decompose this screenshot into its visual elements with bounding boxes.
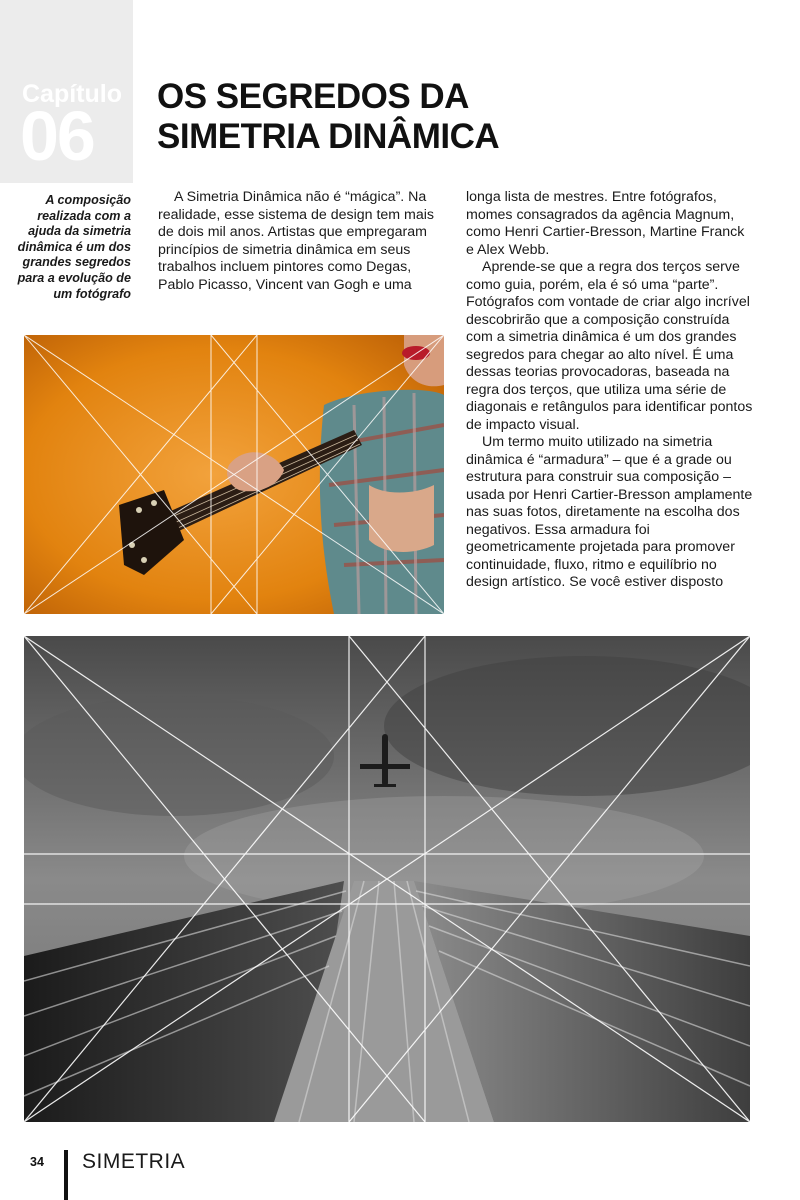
paragraph: A Simetria Dinâmica não é “mágica”. Na realidade, esse sistema de design tem mais de dois mil anos. Artistas que empregaram princípios de simetria dinâmica em seus trabalhos incluem pintores como Degas, Pablo Picasso, Vincent van Gogh e uma	[158, 189, 435, 293]
text-column-1	[158, 189, 444, 294]
text-column-2	[466, 189, 756, 592]
guitar-photo	[24, 335, 444, 614]
page-number: 34	[30, 1155, 44, 1169]
paragraph: longa lista de mestres. Entre fotógrafos, momes consagrados da agência Magnum, como Henri Cartier-Bresson, Martine Franck e Alex Webb.	[466, 189, 745, 258]
paragraph: Aprende-se que a regra dos terços serve como guia, porém, ela é só uma “parte”. Fotógrafos com vontade de criar algo incrível descobrirão que a composição construída com a simetria dinâmica é um dos grandes segredos para chegar ao alto nível. É uma dessas teorias provocadoras, baseada na regra dos terços, que utiliza uma série de diagonais e retângulos para identificar pontos de impacto visual.	[466, 259, 753, 433]
page-title	[157, 77, 777, 157]
paragraph: Um termo muito utilizado na simetria dinâmica é “armadura” – que é a grade ou estrutura para construir sua composição – usada por Henri Cartier-Bresson amplamente nas suas fotos, diretamente na escolha dos negativos. Essa armadura foi geometricamente projetada para promover continuidade, fluxo, ritmo e equilíbrio no design artístico. Se você estiver disposto	[466, 434, 753, 590]
sidebar-caption: A composição realizada com a ajuda da simetria dinâmica é um dos grandes segredos para a evolução de um fotógrafo	[17, 193, 131, 301]
title-line-2: SIMETRIA DINÂMICA	[157, 117, 500, 156]
footer-divider	[64, 1150, 68, 1200]
skyscraper-photo	[24, 636, 750, 1122]
chapter-box	[0, 0, 133, 183]
chapter-word: Capítulo	[22, 80, 122, 108]
title-line-1: OS SEGREDOS DA	[157, 77, 469, 116]
chapter-number: 06	[20, 97, 94, 175]
section-name: SIMETRIA	[82, 1150, 186, 1173]
